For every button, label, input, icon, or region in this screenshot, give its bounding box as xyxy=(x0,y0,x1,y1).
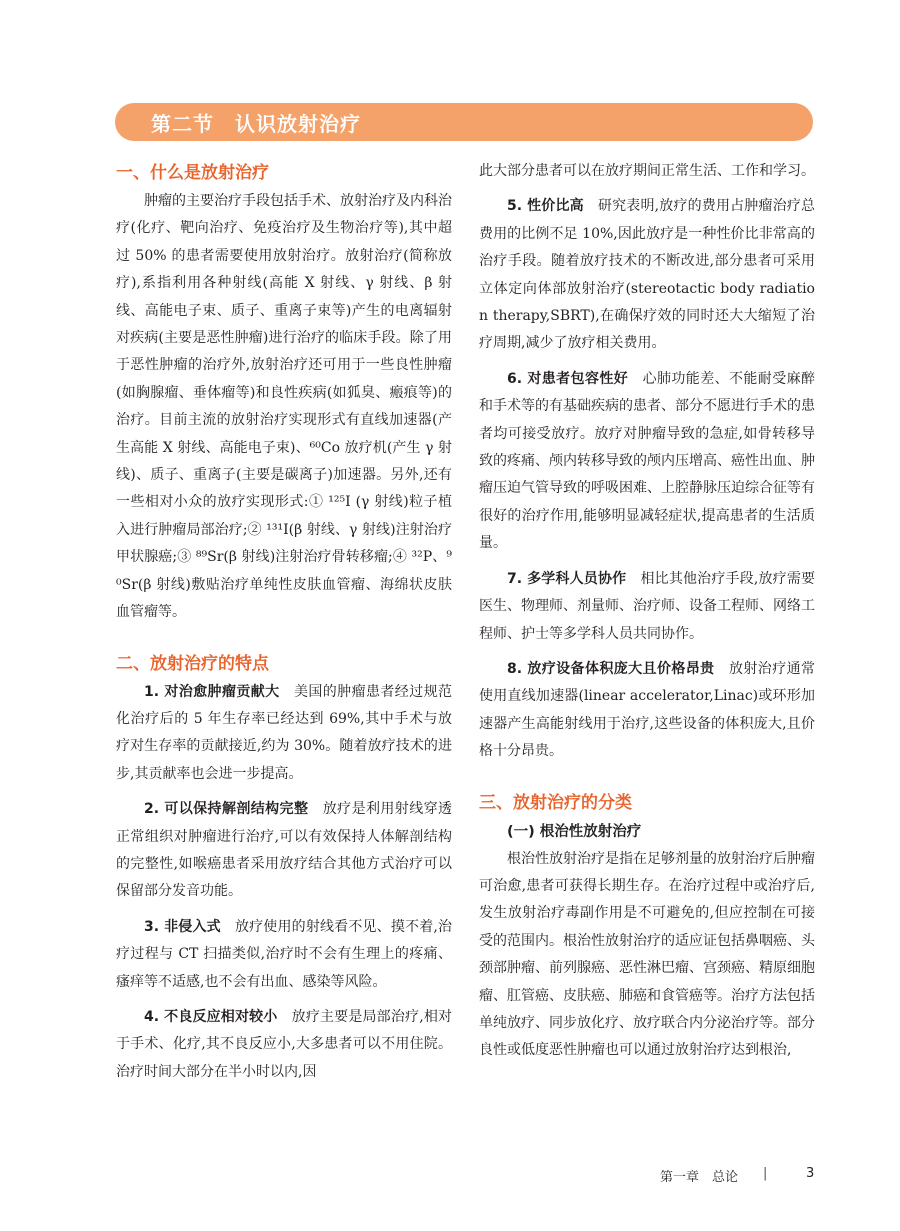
feature-item-7-title: 7. 多学科人员协作 xyxy=(507,570,627,587)
feature-item-1-text: 美国的肿瘤患者经过规范化治疗后的 5 年生存率已经达到 69%,其中手术与放疗对生存率的贡献接近,约为 30%。随着放疗技术的进步,其贡献率也会进一步提高。 xyxy=(116,683,452,782)
footer-separator: | xyxy=(763,1166,768,1181)
feature-item-7-text: 相比其他治疗手段,放疗需要医生、物理师、剂量师、治疗师、设备工程师、网络工程师、护士等多学科人员共同协作。 xyxy=(479,570,815,642)
chapter-label: 第一章 总论 xyxy=(660,1170,739,1185)
feature-item-5-title: 5. 性价比高 xyxy=(507,198,584,215)
left-column xyxy=(116,158,452,1086)
feature-item-4-text: 放疗主要是局部治疗,相对于手术、化疗,其不良反应小,大多患者可以不用住院。治疗时间大部分在半小时以内,因 xyxy=(116,1008,452,1080)
heading-what-is-radiotherapy: 一、什么是放射治疗 xyxy=(116,163,269,183)
feature-item-6 xyxy=(479,366,815,558)
feature-item-2 xyxy=(116,796,452,906)
feature-item-6-text: 心肺功能差、不能耐受麻醉和手术等的有基础疾病的患者、部分不愿进行手术的患者均可接受放疗。放疗对肿瘤导致的急症,如骨转移导致的疼痛、颅内转移导致的颅内压增高、癌性出血、肿瘤压迫气管导致的呼吸困难、上腔静脉压迫综合征等有很好的治疗作用,能够明显减轻症状,提高患者的生活质量。 xyxy=(479,370,816,552)
subheading-radical-radiotherapy: (一) 根治性放射治疗 xyxy=(507,823,642,840)
feature-item-8-title: 8. 放疗设备体积庞大且价格昂贵 xyxy=(507,660,715,677)
feature-item-4-title: 4. 不良反应相对较小 xyxy=(144,1008,278,1025)
paragraph-definition: 肿瘤的主要治疗手段包括手术、放射治疗及内科治疗(化疗、靶向治疗、免疫治疗及生物治疗等),其中超过 50% 的患者需要使用放射治疗。放射治疗(简称放疗),系指利用各种射线(高能 X 射线、γ 射线、β 射线、高能电子束、质子、重离子束等)产生的电离辐射对疾病(主要是恶性肿瘤)进行治疗的临床手段。除了用于恶性肿瘤的治疗外,放射治疗还可用于一些良性肿瘤(如胸腺瘤、垂体瘤等)和良性疾病(如狐臭、瘢痕等)的治疗。目前主流的放射治疗实现形式有直线加速器(产生高能 X 射线、高能电子束)、⁶⁰Co 放疗机(产生 γ 射线)、质子、重离子(主要是碳离子)加速器。另外,还有一些相对小众的放疗实现形式:① ¹²⁵I (γ 射线)粒子植入进行肿瘤局部治疗;② ¹³¹I(β 射线、γ 射线)注射治疗甲状腺癌;③ ⁸⁹Sr(β 射线)注射治疗骨转移瘤;④ ³²P、⁹⁰Sr(β 射线)敷贴治疗单纯性皮肤血管瘤、海绵状皮肤血管瘤等。 xyxy=(116,193,452,621)
feature-item-3-title: 3. 非侵入式 xyxy=(144,918,221,935)
feature-item-8 xyxy=(479,656,815,766)
right-column xyxy=(479,158,815,1065)
feature-item-8-text: 放射治疗通常使用直线加速器(linear accelerator,Linac)或环形加速器产生高能射线用于治疗,这些设备的体积庞大,且价格十分昂贵。 xyxy=(479,660,815,760)
feature-item-6-title: 6. 对患者包容性好 xyxy=(507,370,629,387)
page-footer xyxy=(660,1166,820,1188)
heading-features: 二、放射治疗的特点 xyxy=(116,653,269,674)
heading-classification: 三、放射治疗的分类 xyxy=(479,792,632,813)
feature-item-1 xyxy=(116,679,452,789)
feature-item-2-text: 放疗是利用射线穿透正常组织对肿瘤进行治疗,可以有效保持人体解剖结构的完整性,如喉癌患者采用放疗结合其他方式治疗可以保留部分发音功能。 xyxy=(116,801,453,900)
section-banner xyxy=(115,103,813,141)
feature-item-5-text: 研究表明,放疗的费用占肿瘤治疗总费用的比例不足 10%,因此放疗是一种性价比非常高的治疗手段。随着放疗技术的不断改进,部分患者可采用立体定向体部放射治疗(stereotactic body radiation therapy,SBRT),在确保疗效的同时还大大缩短了治疗周期,减少了放疗相关费用。 xyxy=(479,198,815,352)
section-title: 第二节 认识放射治疗 xyxy=(151,111,361,136)
feature-item-3 xyxy=(116,914,452,996)
page-number: 3 xyxy=(806,1166,815,1181)
feature-item-1-title: 1. 对治愈肿瘤贡献大 xyxy=(144,683,280,700)
feature-item-7 xyxy=(479,566,815,648)
paragraph-radical-radiotherapy: 根治性放射治疗是指在足够剂量的放射治疗后肿瘤可治愈,患者可获得长期生存。在治疗过程中或治疗后,发生放射治疗毒副作用是不可避免的,但应控制在可接受的范围内。根治性放射治疗的适应证包括鼻咽癌、头颈部肿瘤、前列腺癌、恶性淋巴瘤、宫颈癌、精原细胞瘤、肛管癌、皮肤癌、肺癌和食管癌等。治疗方法包括单纯放疗、同步放化疗、放疗联合内分泌治疗等。部分良性或低度恶性肿瘤也可以通过放射治疗达到根治, xyxy=(479,850,815,1059)
feature-item-4 xyxy=(116,1004,452,1086)
feature-item-2-title: 2. 可以保持解剖结构完整 xyxy=(144,801,309,818)
feature-item-4-continued: 此大部分患者可以在放疗期间正常生活、工作和学习。 xyxy=(479,163,815,179)
feature-item-3-text: 放疗使用的射线看不见、摸不着,治疗过程与 CT 扫描类似,治疗时不会有生理上的疼痛、瘙痒等不适感,也不会有出血、感染等风险。 xyxy=(116,918,452,990)
feature-item-5 xyxy=(479,193,815,357)
